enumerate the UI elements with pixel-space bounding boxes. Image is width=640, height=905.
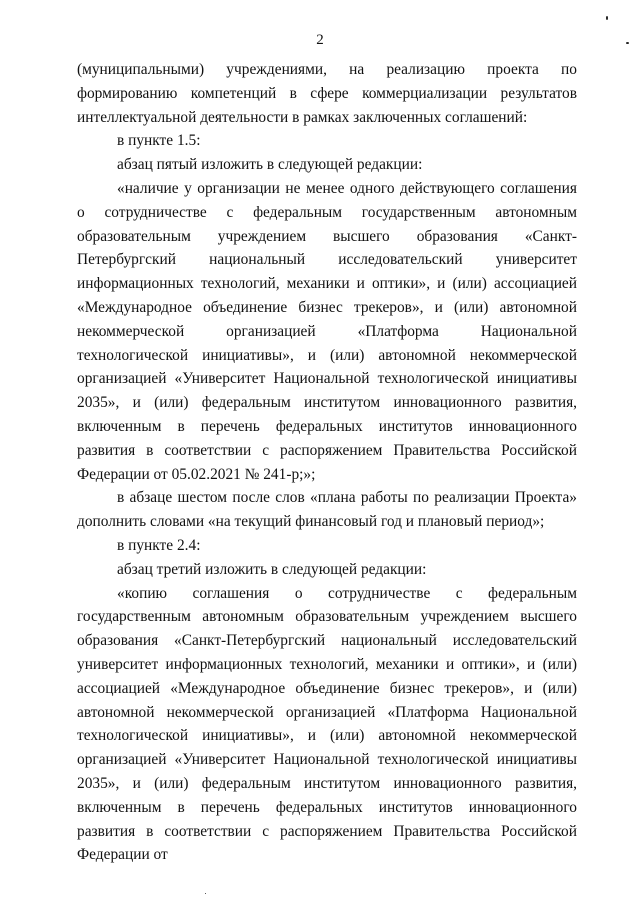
page-number: 2	[316, 32, 324, 48]
scan-speck	[626, 42, 629, 44]
paragraph-sixth-abzac-amendment: в абзаце шестом после слов «плана работы по реализации Проекта» дополнить словами «на текущий финансовый год и плановый период»;	[77, 489, 577, 531]
paragraph-continuation: (муниципальными) учреждениями, на реализацию проекта по формированию компетенций в сфере коммерциализации результатов интеллектуальной деятельности в рамках заключенных соглашений:	[77, 61, 577, 126]
paragraph-third-abzac-intro: абзац третий изложить в следующей редакции:	[117, 560, 427, 578]
paragraph-clause-2-4: в пункте 2.4:	[117, 536, 201, 554]
paragraph-fifth-abzac-intro: абзац пятый изложить в следующей редакции:	[117, 156, 423, 174]
paragraph-third-abzac-text: «копию соглашения о сотрудничестве с федеральным государственным автономным образовательным учреждением высшего образования «Санкт-Петербургский национальный исследовательский университет информационных технологий, механики и оптики», и (или) ассоциацией «Международное объединение бизнес трекеров», и (или) автономной некоммерческой организацией «Платформа Национальной технологической инициативы», и (или) автономной некоммерческой организацией «Университет Национальной технологической инициативы 2035», и (или) федеральным институтом инновационного развития, включенным в перечень федеральных институтов инновационного развития в соответствии с распоряжением Правительства Российской Федерации от	[77, 584, 577, 864]
scan-speck	[606, 16, 608, 20]
paragraph-fifth-abzac-text: «наличие у организации не менее одного действующего соглашения о сотрудничестве с федеральным государственным автономным образовательным учреждением высшего образования «Санкт-Петербургский национальный исследовательский университет информационных технологий, механики и оптики», и (или) ассоциацией «Международное объединение бизнес трекеров», и (или) автономной некоммерческой организацией «Платформа Национальной технологической инициативы», и (или) автономной некоммерческой организацией «Университет Национальной технологической инициативы 2035», и (или) федеральным институтом инновационного развития, включенным в перечень федеральных институтов инновационного развития в соответствии с распоряжением Правительства Российской Федерации от 05.02.2021 № 241-р;»;	[77, 179, 577, 483]
paragraph-clause-1-5: в пункте 1.5:	[117, 132, 201, 150]
document-body	[77, 58, 577, 867]
scan-speck	[205, 893, 206, 894]
